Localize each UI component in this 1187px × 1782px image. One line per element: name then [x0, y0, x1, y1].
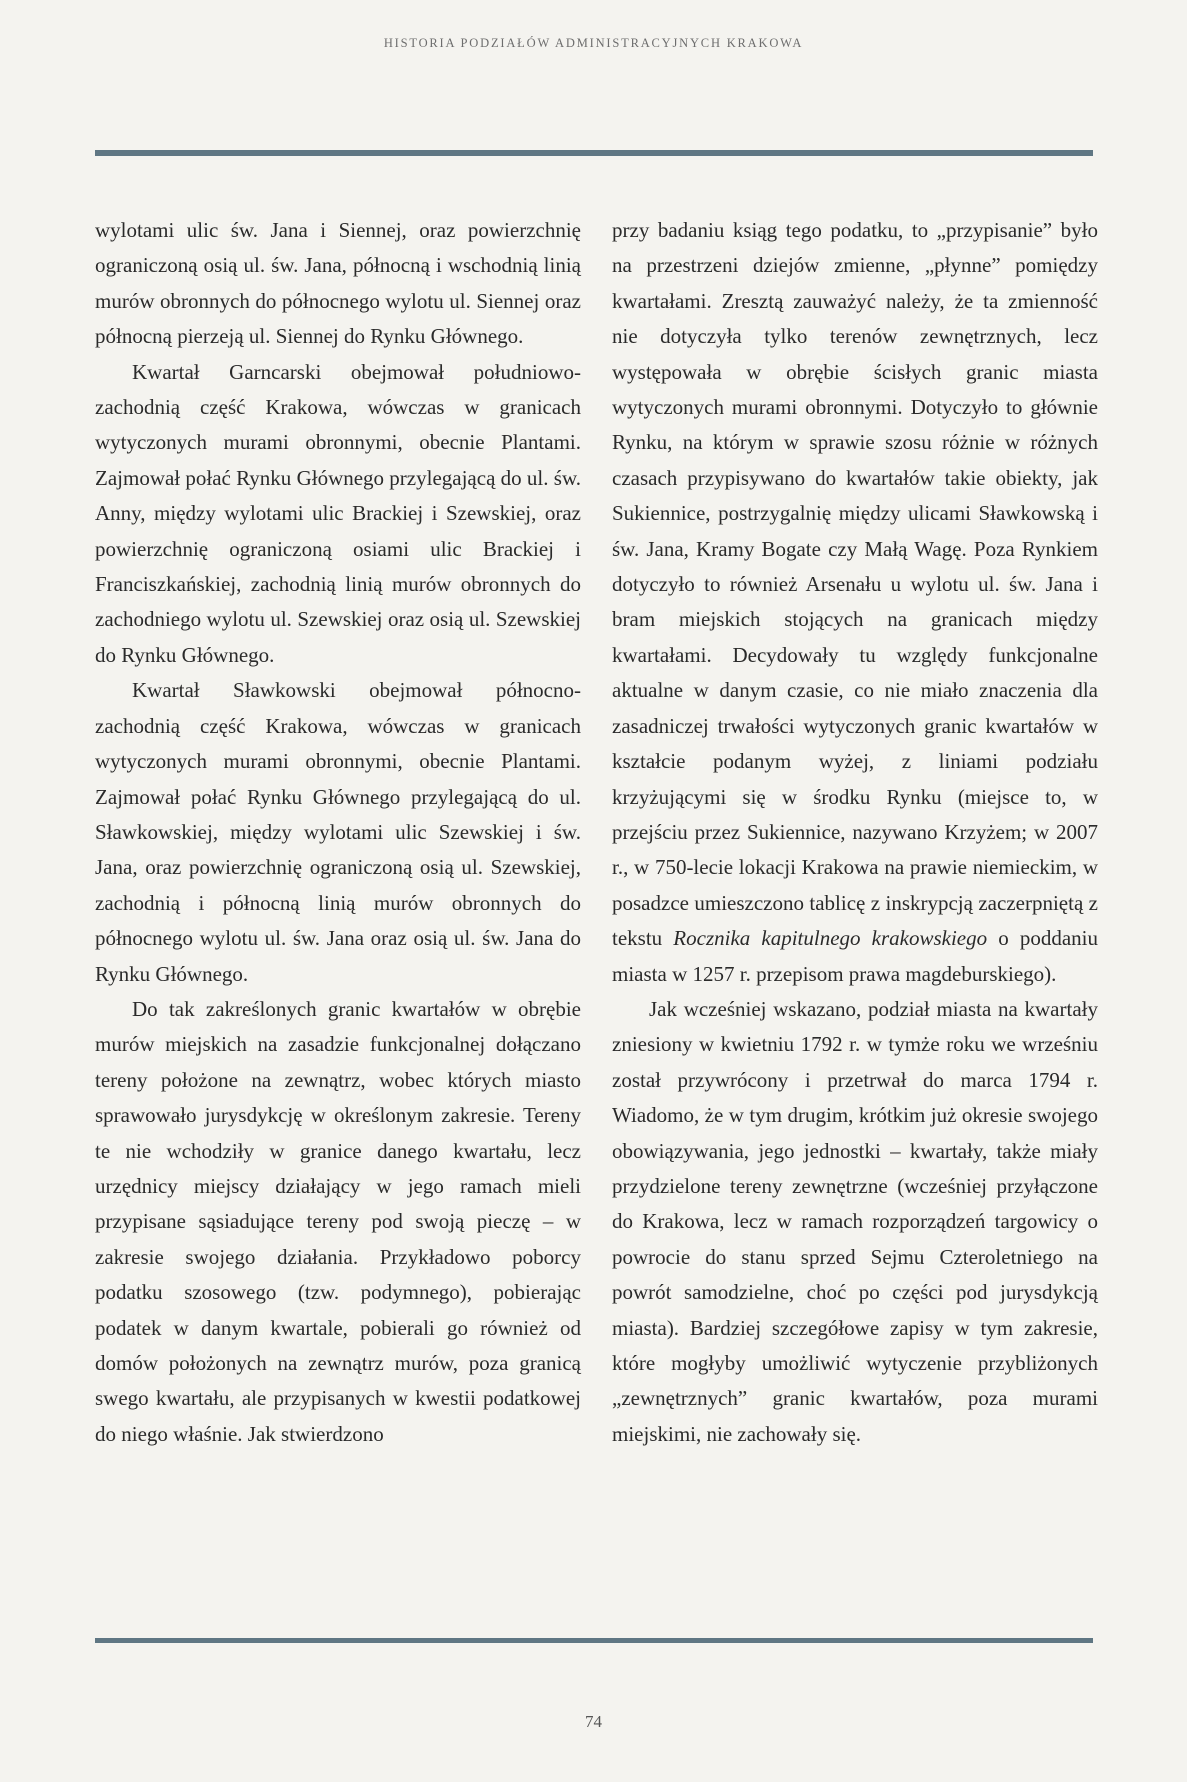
paragraph-text-a: przy badaniu ksiąg tego podatku, to „przypisanie” było na przestrzeni dziejów zmienne, „płynne” pomiędzy kwartałami. Zresztą zauważyć należy, że ta zmienność nie dotyczyła tylko terenów zewnętrznych, lecz występowała w obrębie ścisłych granic miasta wytyczonych murami obronnymi. Dotyczyło to głównie Rynku, na którym w sprawie szosu różnie w różnych czasach przypisywano do kwartałów takie obiekty, jak Sukiennice, postrzygalnię między ulicami Sławkowską i św. Jana, Kramy Bogate czy Małą Wagę. Poza Rynkiem dotyczyło to również Arsenału u wylotu ul. św. Jana i bram miejskich stojących na granicach między kwartałami. Decydowały tu względy funkcjonalne aktualne w danym czasie, co nie miało znaczenia dla zasadniczej trwałości wytyczonych granic kwartałów w kształcie podanym wyżej, z liniami podziału krzyżującymi się w środku Rynku (miejsce to, w przejściu przez Sukiennice, nazywano Krzyżem; w 2007 r., w 750-lecie lokacji Krakowa na prawie niemieckim, w posadzce umieszczono tablicę z inskrypcją zaczerpniętą z tekstu	[612, 218, 1098, 951]
paragraph-text-b: o poddaniu miasta w 1257 r. przepisom prawa magdeburskiego).	[612, 926, 1099, 986]
paragraph-kwartal-garncarski: Kwartał Garncarski obejmował południowo-zachodnią część Krakowa, wówczas w granicach wytyczonych murami obronnymi, obecnie Plantami. Zajmował połać Rynku Głównego przylegającą do ul. św. Anny, między wylotami ulic Brackiej i Szewskiej, oraz powierzchnię ograniczoną osiami ulic Brackiej i Franciszkańskiej, zachodnią linią murów obronnych do zachodniego wylotu ul. Szewskiej oraz osią ul. Szewskiej do Rynku Głównego.	[95, 359, 581, 667]
running-title: HISTORIA PODZIAŁÓW ADMINISTRACYJNYCH KRAKOWA	[383, 36, 804, 50]
paragraph-continuation: wylotami ulic św. Jana i Siennej, oraz powierzchnię ograniczoną osią ul. św. Jana, północną i wschodnią linią murów obronnych do północnego wylotu ul. Siennej oraz północną pierzeją ul. Siennej do Rynku Głównego.	[95, 218, 581, 349]
paragraph-kwartal-slawkowski: Kwartał Sławkowski obejmował północno-zachodnią część Krakowa, wówczas w granicach wytyczonych murami obronnymi, obecnie Plantami. Zajmował połać Rynku Głównego przylegającą do ul. Sławkowskiej, między wylotami ulic Szewskiej i św. Jana, oraz powierzchnię ograniczoną osią ul. Szewskiej, zachodnią i północną linią murów obronnych do północnego wylotu ul. św. Jana oraz osią ul. św. Jana do Rynku Głównego.	[95, 678, 581, 986]
book-title: Rocznika kapitulnego krakowskiego	[673, 926, 988, 951]
paragraph-przypisanie	[612, 213, 1098, 992]
left-column	[95, 213, 581, 1452]
paragraph-podzial-1792: Jak wcześniej wskazano, podział miasta na kwartały zniesiony w kwietniu 1792 r. w tymże roku we wrześniu został przywrócony i przetrwał do marca 1794 r. Wiadomo, że w tym drugim, krótkim już okresie swojego obowiązywania, jego jednostki – kwartały, także miały przydzielone tereny zewnętrzne (wcześniej przyłączone do Krakowa, lecz w ramach rozporządzeń targowicy o powrocie do stanu sprzed Sejmu Czteroletniego na powrót samodzielne, choć po części pod jurysdykcją miasta). Bardziej szczegółowe zapisy w tym zakresie, które mogłyby umożliwić wytyczenie przybliżonych „zewnętrznych” granic kwartałów, poza murami miejskimi, nie zachowały się.	[612, 996, 1098, 1446]
paragraph-tereny-zewnetrzne: Do tak zakreślonych granic kwartałów w obrębie murów miejskich na zasadzie funkcjonalnej dołączano tereny położone na zewnątrz, wobec których miasto sprawowało jurysdykcję w określonym zakresie. Tereny te nie wchodziły w granice danego kwartału, lecz urzędnicy miejscy działający w jego ramach mieli przypisane sąsiadujące tereny pod swoją pieczę – w zakresie swojego działania. Przykładowo poborcy podatku szosowego (tzw. podymnego), pobierając podatek w danym kwartale, pobierali go również od domów położonych na zewnątrz murów, poza granicą swego kwartału, ale przypisanych w kwestii podatkowej do niego właśnie. Jak stwierdzono	[95, 996, 581, 1446]
header-rule	[95, 150, 1093, 156]
right-column	[612, 213, 1098, 1452]
footer-rule	[95, 1638, 1093, 1643]
page-number: 74	[585, 1712, 602, 1731]
